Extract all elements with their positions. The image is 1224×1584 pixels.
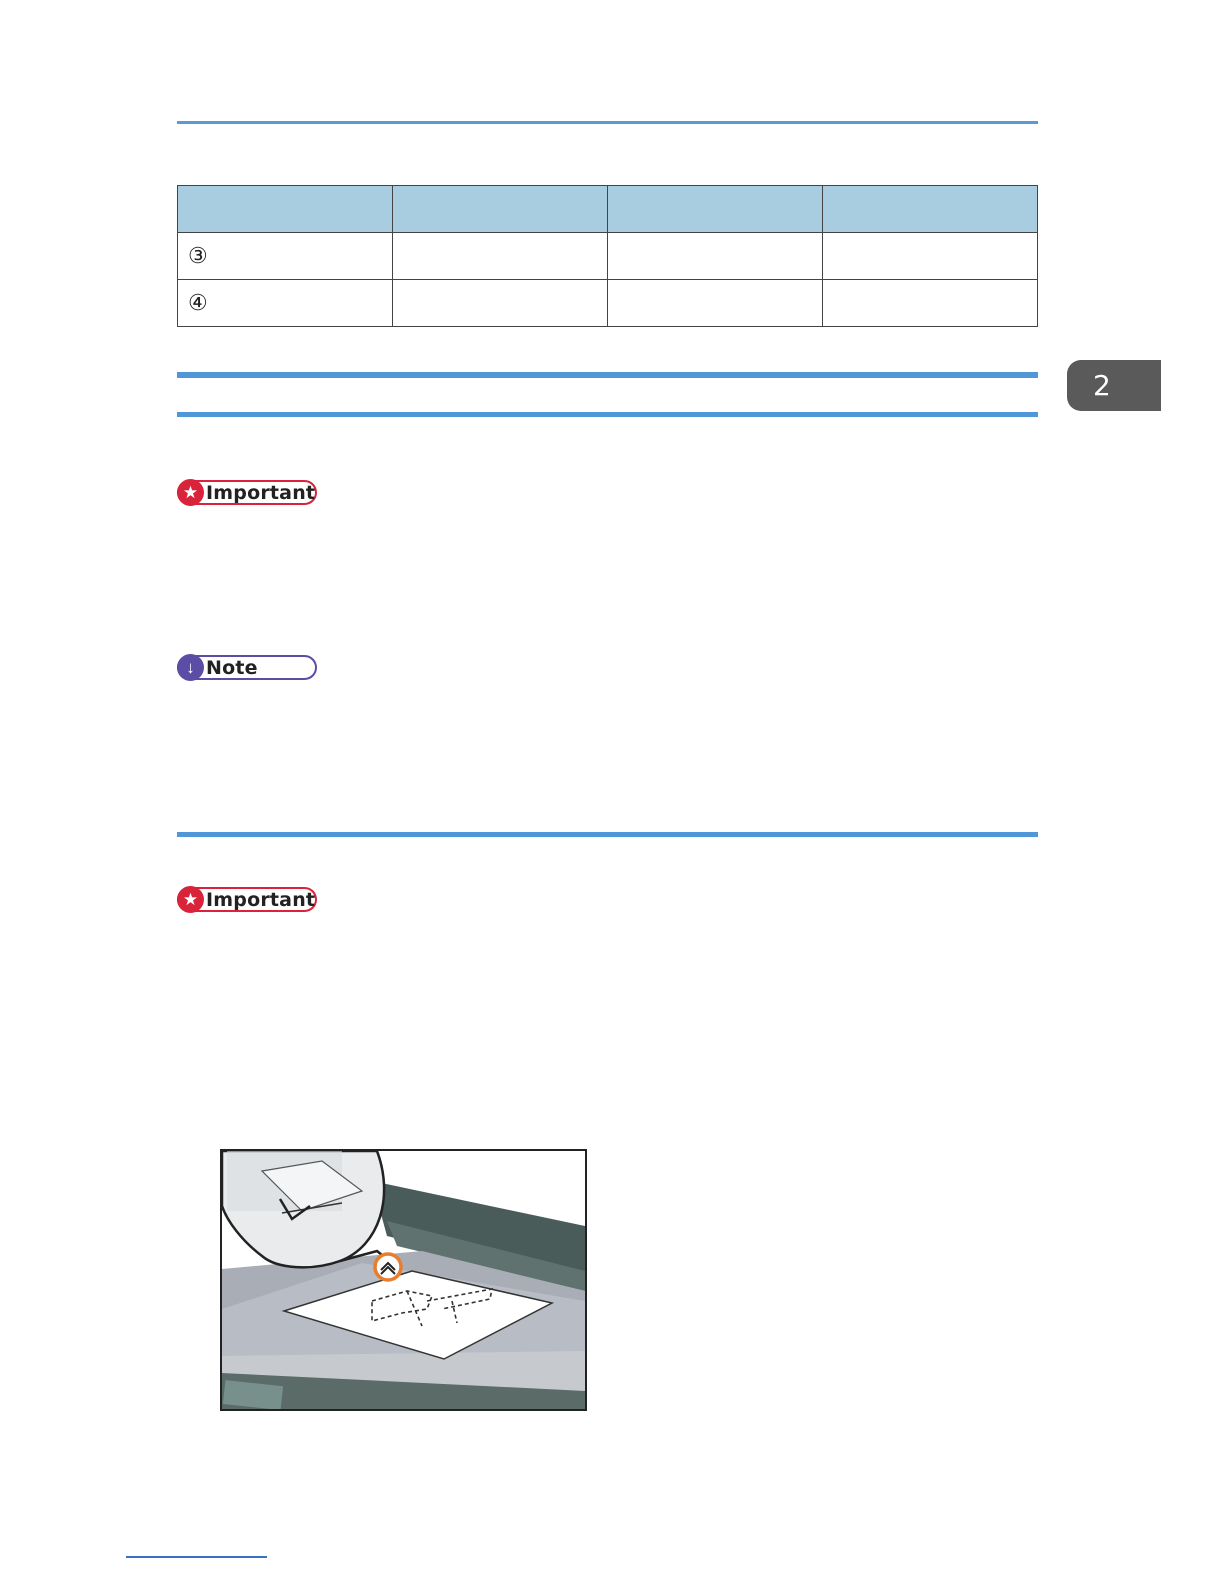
arrow-down-icon: ↓ [177,654,204,681]
table-header-cell [823,186,1038,233]
table-row [178,280,1038,327]
star-icon: ★ [177,479,204,506]
chapter-tab [1067,360,1161,411]
section-heading-rule-top [177,372,1038,378]
table-cell [823,280,1038,327]
table-header-cell [608,186,823,233]
table-cell [393,280,608,327]
table-header-cell [393,186,608,233]
important-badge [177,480,317,505]
section-heading-rule-bottom [177,412,1038,417]
subsection-heading-rule [177,832,1038,837]
spec-table [177,185,1038,327]
note-label: Note [206,656,258,679]
table-cell [608,280,823,327]
table-header-cell [178,186,393,233]
scanner-glass-illustration [220,1149,587,1411]
row-marker: ④ [178,280,393,327]
header-rule [177,121,1038,124]
table-cell [393,233,608,280]
table-row [178,233,1038,280]
table-cell [608,233,823,280]
important-label: Important [206,888,316,911]
table-header-row [178,186,1038,233]
row-marker: ③ [178,233,393,280]
star-icon: ★ [177,886,204,913]
note-badge [177,655,317,680]
footer-link-underline[interactable] [126,1556,267,1558]
important-badge [177,887,317,912]
chapter-number: 2 [1093,369,1111,402]
important-label: Important [206,481,316,504]
table-cell [823,233,1038,280]
